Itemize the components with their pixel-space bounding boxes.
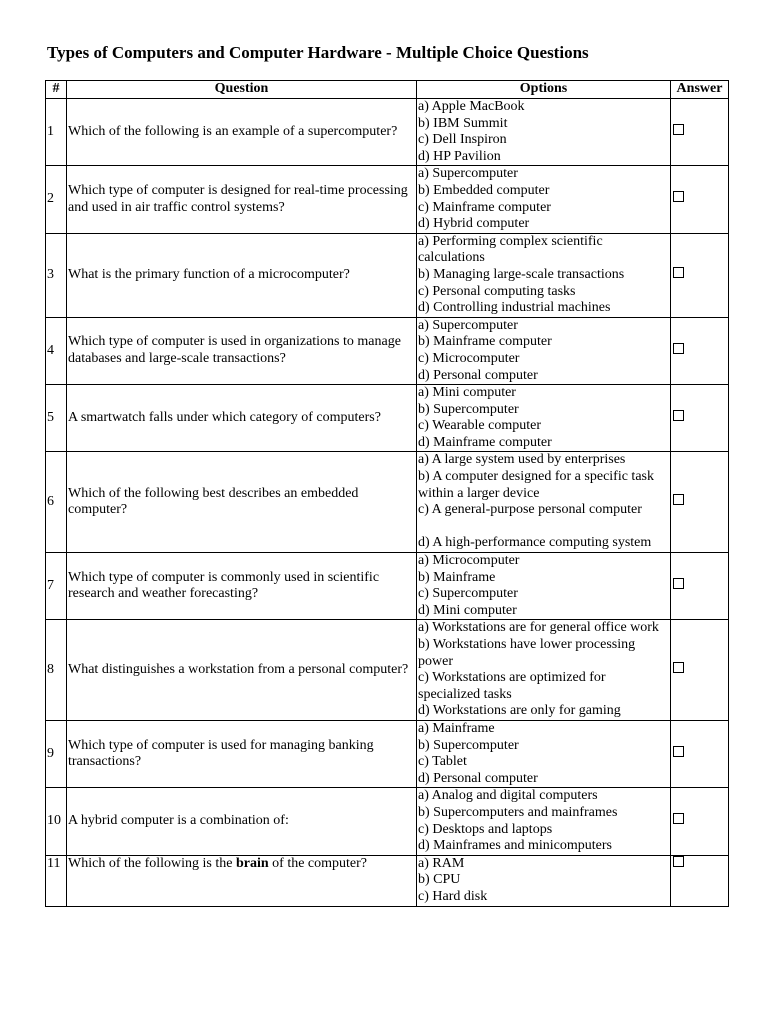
question-number: 7 (46, 553, 67, 620)
answer-cell (671, 385, 729, 452)
question-number: 9 (46, 720, 67, 787)
option-b: b) CPU (418, 872, 461, 888)
option-d: d) HP Pavilion (418, 148, 501, 164)
answer-cell (671, 452, 729, 553)
question-text: Which type of computer is designed for real-time processing and used in air traffic control systems? (67, 166, 417, 233)
option-a: a) Analog and digital computers (418, 788, 598, 804)
options-cell (417, 788, 671, 855)
option-d: d) Personal computer (418, 770, 538, 786)
options-cell (417, 317, 671, 384)
option-a: a) Supercomputer (418, 166, 518, 182)
question-row (46, 720, 729, 787)
option-b: b) Workstations have lower processing power (418, 637, 636, 669)
answer-cell (671, 166, 729, 233)
answer-cell (671, 855, 729, 906)
question-row (46, 553, 729, 620)
question-text-start: Which of the following is the (68, 855, 236, 871)
option-a: a) Performing complex scientific calculations (418, 233, 603, 266)
answer-cell (671, 233, 729, 317)
answer-checkbox[interactable] (673, 343, 684, 354)
question-text: What distinguishes a workstation from a personal computer? (67, 620, 417, 721)
question-text: Which type of computer is commonly used in scientific research and weather forecasting? (67, 553, 417, 620)
answer-cell (671, 620, 729, 721)
header-question: Question (67, 81, 417, 99)
page-title: Types of Computers and Computer Hardware - Multiple Choice Questions (47, 43, 589, 62)
question-row (46, 452, 729, 553)
answer-checkbox[interactable] (673, 410, 684, 421)
option-b: b) Mainframe computer (418, 334, 552, 350)
option-c: c) Desktops and laptops (418, 821, 553, 837)
option-b: b) Managing large-scale transactions (418, 266, 625, 282)
options-cell (417, 166, 671, 233)
answer-checkbox[interactable] (673, 267, 684, 278)
question-row (46, 166, 729, 233)
option-a: a) A large system used by enterprises (418, 452, 626, 468)
option-d: d) Hybrid computer (418, 216, 530, 232)
answer-checkbox[interactable] (673, 191, 684, 202)
header-answer: Answer (671, 81, 729, 99)
question-text: A smartwatch falls under which category of computers? (67, 385, 417, 452)
options-cell (417, 233, 671, 317)
options-cell (417, 99, 671, 166)
question-text: Which type of computer is used in organizations to manage databases and large-scale transactions? (67, 317, 417, 384)
option-b: b) Embedded computer (418, 182, 550, 198)
option-c: c) Personal computing tasks (418, 283, 576, 299)
question-number: 8 (46, 620, 67, 721)
option-d: d) Workstations are only for gaming (418, 703, 621, 719)
option-c: c) Hard disk (418, 888, 488, 904)
question-text-emphasis: brain (235, 855, 269, 871)
option-d: d) Controlling industrial machines (418, 300, 611, 316)
option-b: b) Mainframe (418, 569, 496, 585)
answer-checkbox[interactable] (673, 746, 684, 757)
mcq-table (45, 80, 729, 907)
option-b: b) A computer designed for a specific task within a larger device (418, 469, 654, 501)
question-number: 4 (46, 317, 67, 384)
options-cell (417, 720, 671, 787)
question-row (46, 788, 729, 855)
options-cell (417, 855, 671, 906)
option-c: c) Mainframe computer (418, 199, 551, 215)
question-number: 10 (46, 788, 67, 855)
answer-checkbox[interactable] (673, 124, 684, 135)
question-text: Which type of computer is used for managing banking transactions? (67, 720, 417, 787)
option-c: c) A general-purpose personal computer (418, 502, 642, 518)
option-b: b) Supercomputer (418, 737, 519, 753)
question-text: A hybrid computer is a combination of: (67, 788, 417, 855)
option-b: b) Supercomputers and mainframes (418, 804, 618, 820)
question-number: 2 (46, 166, 67, 233)
question-row (46, 99, 729, 166)
answer-checkbox[interactable] (673, 494, 684, 505)
option-c: c) Dell Inspiron (418, 132, 507, 148)
question-number: 6 (46, 452, 67, 553)
option-c: c) Tablet (418, 754, 467, 770)
option-a: a) Mini computer (418, 385, 516, 401)
question-text-end: of the computer? (268, 855, 368, 871)
answer-cell (671, 99, 729, 166)
option-d: d) Mainframes and minicomputers (418, 838, 613, 854)
question-row (46, 385, 729, 452)
option-a: a) Mainframe (418, 720, 495, 736)
option-a: a) Apple MacBook (418, 99, 525, 114)
answer-checkbox[interactable] (673, 813, 684, 824)
answer-cell (671, 317, 729, 384)
question-number: 5 (46, 385, 67, 452)
question-text (67, 855, 417, 906)
option-a: a) Workstations are for general office work (418, 620, 659, 636)
question-row (46, 317, 729, 384)
question-text: Which of the following best describes an embedded computer? (67, 452, 417, 553)
option-d: d) A high-performance computing system (418, 535, 652, 551)
question-number: 3 (46, 233, 67, 317)
answer-checkbox[interactable] (673, 856, 684, 867)
options-cell (417, 452, 671, 553)
option-d: d) Personal computer (418, 367, 538, 383)
question-text: Which of the following is an example of a supercomputer? (67, 99, 417, 166)
option-c: c) Wearable computer (418, 418, 541, 434)
table-header-row (46, 81, 729, 99)
header-options: Options (417, 81, 671, 99)
option-b: b) IBM Summit (418, 115, 508, 131)
options-cell (417, 620, 671, 721)
answer-cell (671, 788, 729, 855)
header-number: # (46, 81, 67, 99)
option-c: c) Workstations are optimized for specialized tasks (418, 670, 606, 702)
question-row (46, 620, 729, 721)
question-row (46, 855, 729, 906)
options-cell (417, 553, 671, 620)
option-a: a) Microcomputer (418, 553, 520, 569)
answer-cell (671, 553, 729, 620)
option-c: c) Supercomputer (418, 586, 518, 602)
answer-cell (671, 720, 729, 787)
option-b: b) Supercomputer (418, 401, 519, 417)
question-row (46, 233, 729, 317)
option-d: d) Mainframe computer (418, 434, 552, 450)
question-text: What is the primary function of a microcomputer? (67, 233, 417, 317)
question-number: 11 (46, 855, 67, 906)
answer-checkbox[interactable] (673, 662, 684, 673)
question-number: 1 (46, 99, 67, 166)
answer-checkbox[interactable] (673, 578, 684, 589)
options-cell (417, 385, 671, 452)
option-a: a) RAM (418, 855, 465, 871)
option-c: c) Microcomputer (418, 350, 520, 366)
option-a: a) Supercomputer (418, 317, 518, 333)
option-d: d) Mini computer (418, 602, 517, 618)
